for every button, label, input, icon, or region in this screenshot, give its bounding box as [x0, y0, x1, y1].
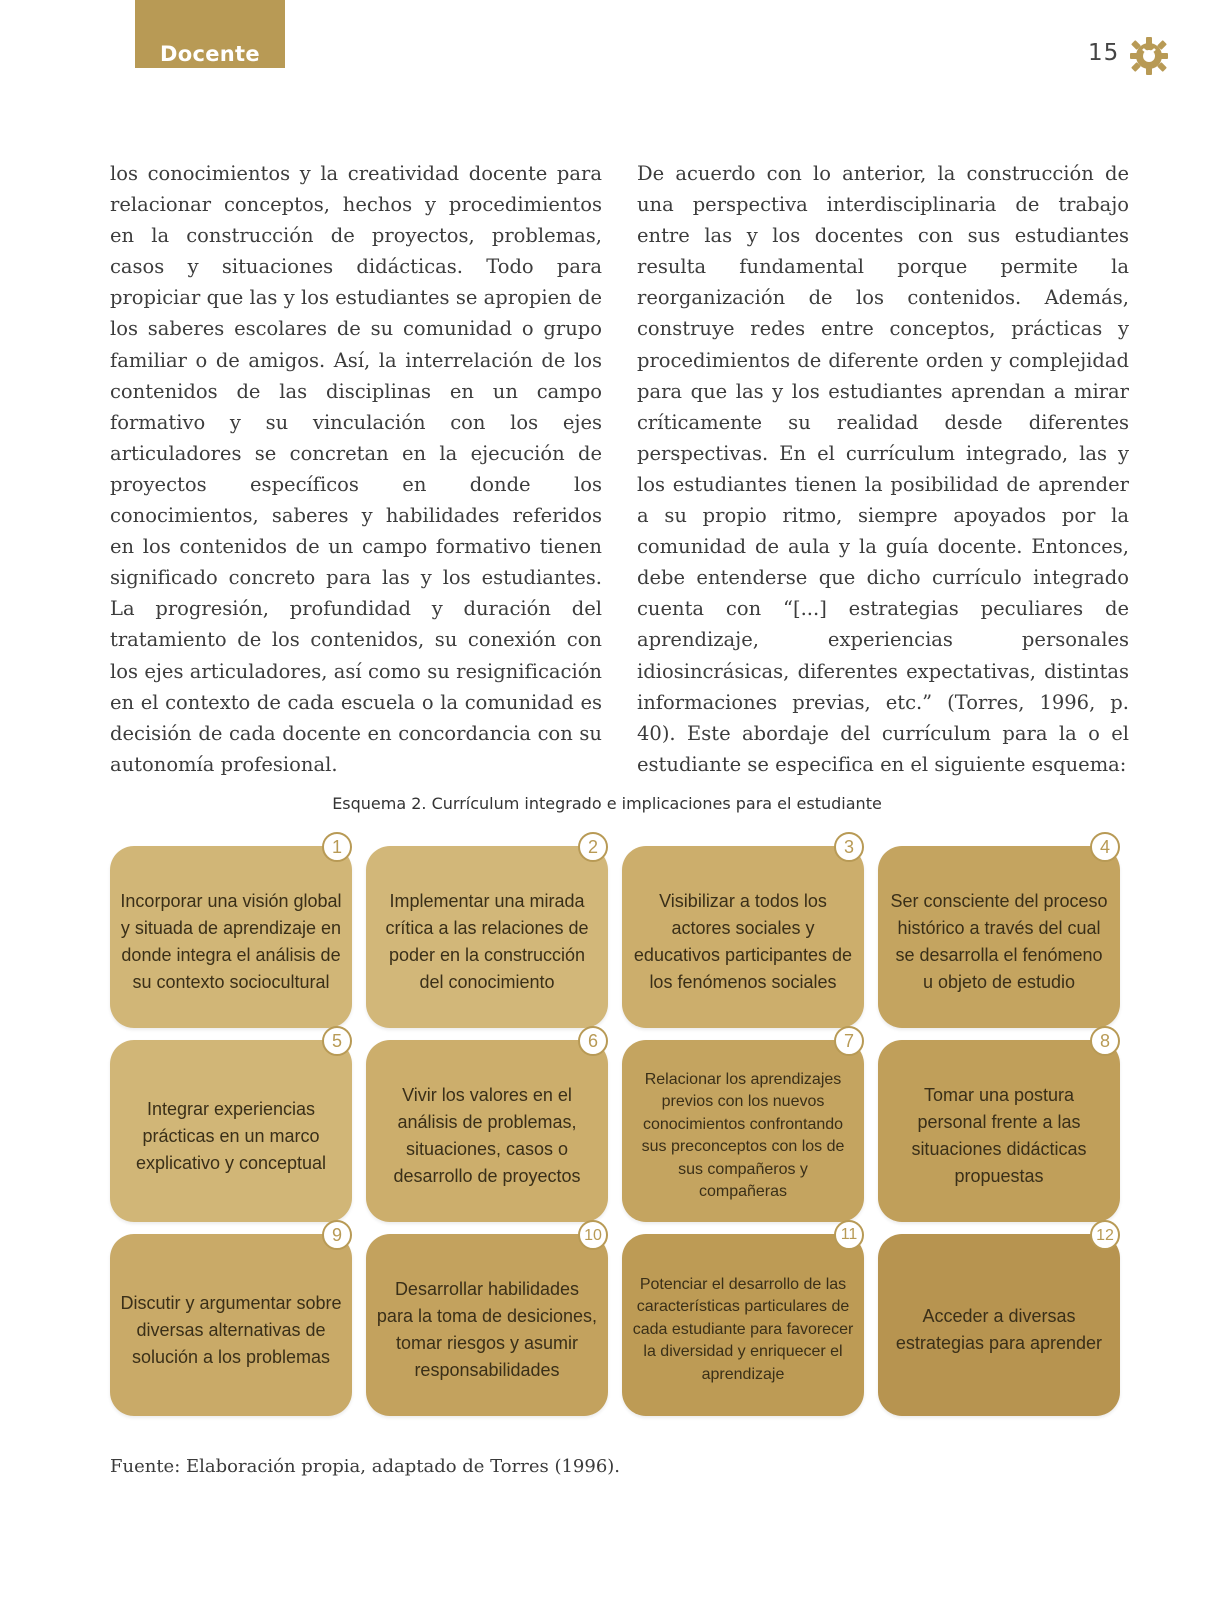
scheme-box-text: Ser consciente del proceso histórico a través del cual se desarrolla el fenómeno u objeto de estudio [890, 891, 1108, 992]
scheme-box-number-badge: 1 [322, 832, 352, 862]
scheme-box-text: Implementar una mirada crítica a las relaciones de poder en la construcción del conocimiento [385, 891, 589, 992]
scheme-box-text: Visibilizar a todos los actores sociales y educativos participantes de los fenómenos sociales [633, 891, 853, 992]
scheme-box-3 [622, 836, 864, 1028]
scheme-box-10 [366, 1226, 608, 1416]
scheme-box-number-badge: 8 [1090, 1026, 1120, 1056]
scheme-box-12 [878, 1226, 1120, 1416]
scheme-box-2 [366, 836, 608, 1028]
scheme-box-number-badge: 5 [322, 1026, 352, 1056]
scheme-box-9 [110, 1224, 352, 1416]
scheme-box-text: Relacionar los aprendizajes previos con los nuevos conocimientos confrontando sus preconceptos con los de sus compañeros y compañeras [641, 1070, 845, 1200]
source-note: Fuente: Elaboración propia, adaptado de Torres (1996). [110, 1456, 621, 1477]
scheme-box-text: Acceder a diversas estrategias para aprender [895, 1306, 1103, 1353]
scheme-box-text: Vivir los valores en el análisis de problemas, situaciones, casos o desarrollo de proyectos [393, 1085, 581, 1186]
scheme-box-5 [110, 1030, 352, 1222]
scheme-box-6 [366, 1030, 608, 1222]
scheme-box-text: Discutir y argumentar sobre diversas alternativas de solución a los problemas [120, 1292, 342, 1367]
section-tab: Docente [135, 0, 285, 68]
scheme-box-text: Potenciar el desarrollo de las características particulares de cada estudiante para favorecer la diversidad y enriquecer el aprendizaje [632, 1275, 854, 1383]
scheme-box-number-badge: 7 [834, 1026, 864, 1056]
scheme-box-8 [878, 1030, 1120, 1222]
gear-flower-icon [1128, 35, 1170, 77]
scheme-box-number-badge: 4 [1090, 832, 1120, 862]
scheme-box-number-badge: 11 [834, 1220, 864, 1250]
scheme-box-number-badge: 2 [578, 832, 608, 862]
scheme-box-number-badge: 3 [834, 832, 864, 862]
scheme-box-text: Tomar una postura personal frente a las situaciones didácticas propuestas [911, 1085, 1087, 1186]
scheme-box-number-badge: 6 [578, 1026, 608, 1056]
scheme-box-number-badge: 9 [322, 1220, 352, 1250]
scheme-box-text: Integrar experiencias prácticas en un marco explicativo y conceptual [135, 1098, 327, 1173]
page-number: 15 [1088, 40, 1120, 66]
scheme-caption: Esquema 2. Currículum integrado e implicaciones para el estudiante [332, 794, 882, 813]
scheme-box-number-badge: 12 [1090, 1220, 1120, 1250]
scheme-box-1 [110, 836, 352, 1028]
scheme-box-text: Incorporar una visión global y situada de aprendizaje en donde integra el análisis de su contexto sociocultural [120, 891, 342, 992]
scheme-box-11 [622, 1225, 864, 1416]
scheme-box-text: Desarrollar habilidades para la toma de desiciones, tomar riesgos y asumir responsabilidades [376, 1279, 598, 1380]
body-text-right-column: De acuerdo con lo anterior, la construcción de una perspectiva interdisciplinaria de trabajo entre las y los docentes con sus estudiantes resulta fundamental porque permite la reorganización de los contenidos. Además, construye redes entre conceptos, prácticas y procedimientos de diferente orden y complejidad para que las y los estudiantes aprendan a mirar críticamente su realidad desde diferentes perspectivas. En el currículum integrado, las y los estudiantes tienen la posibilidad de aprender a su propio ritmo, siempre apoyados por la comunidad de aula y la guía docente. Entonces, debe entenderse que dicho currículo integrado cuenta con “[...] estrategias peculiares de aprendizaje, experiencias personales idiosincrásicas, diferentes expectativas, distintas informaciones previas, etc.” (Torres, 1996, p. 40). Este abordaje del currículum para la o el estudiante se especifica en el siguiente esquema: [637, 162, 1129, 776]
scheme-box-4 [878, 836, 1120, 1028]
scheme-box-number-badge: 10 [578, 1220, 608, 1250]
body-text-left-column: los conocimientos y la creatividad docente para relacionar conceptos, hechos y procedimientos en la construcción de proyectos, problemas, casos y situaciones didácticas. Todo para propiciar que las y los estudiantes se apropien de los saberes escolares de su comunidad o grupo familiar o de amigos. Así, la interrelación de los contenidos de las disciplinas en un campo formativo y su vinculación con los ejes articuladores se concretan en la ejecución de proyectos específicos en donde los conocimientos, saberes y habilidades referidos en los contenidos de un campo formativo tienen significado concreto para las y los estudiantes. La progresión, profundidad y duración del tratamiento de los contenidos, su conexión con los ejes articuladores, así como su resignificación en el contexto de cada escuela o la comunidad es decisión de cada docente en concordancia con su autonomía profesional. [110, 162, 602, 776]
scheme-box-7 [622, 1030, 864, 1222]
